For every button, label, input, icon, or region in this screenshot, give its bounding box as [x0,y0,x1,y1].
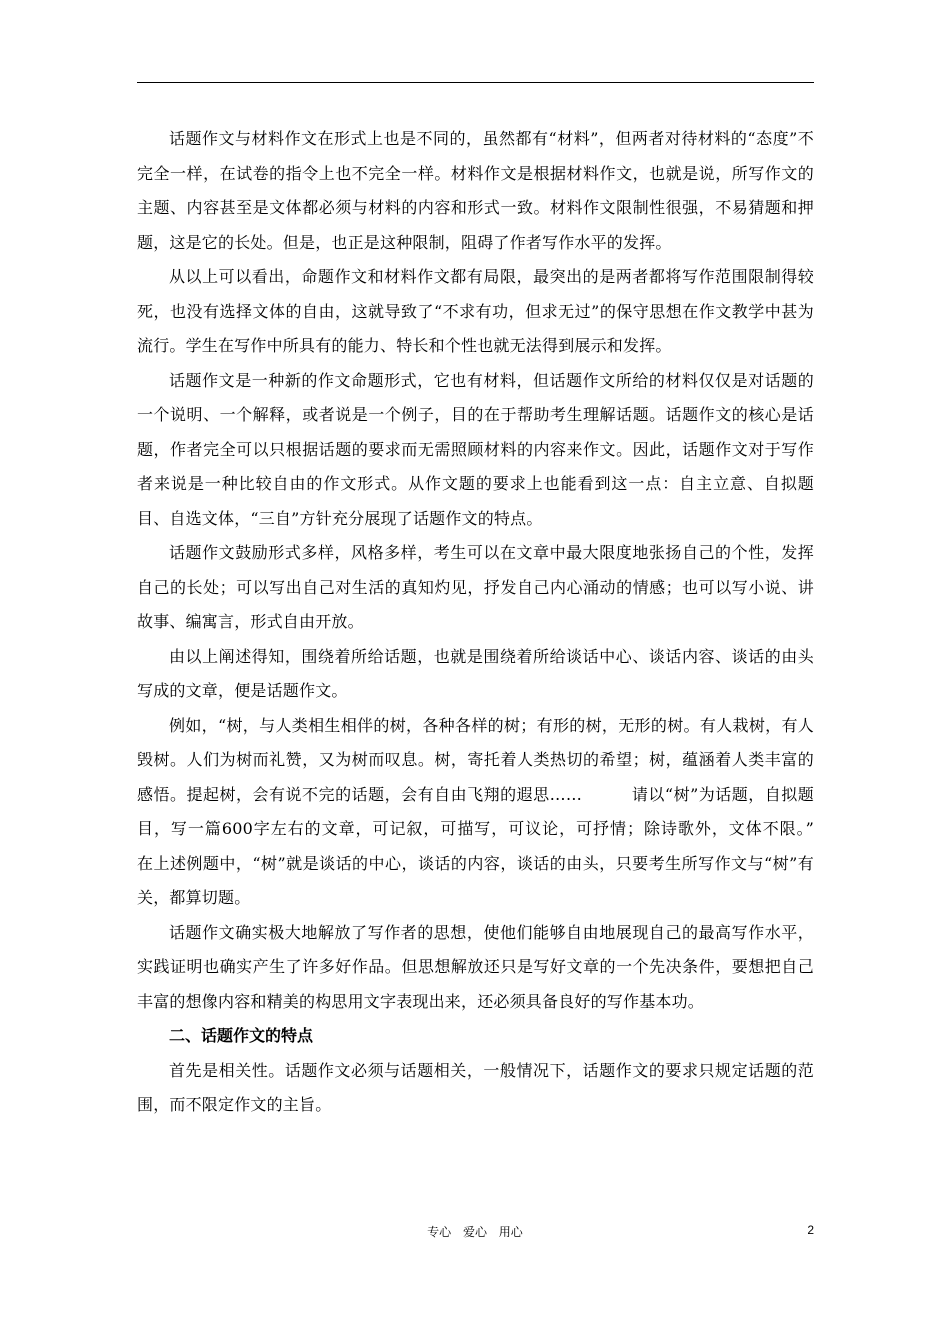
paragraph-2: 从以上可以看出，命题作文和材料作文都有局限，最突出的是两者都将写作范围限制得较死，也没有选择文体的自由，这就导致了“不求有功，但求无过”的保守思想在作文教学中甚为流行。学生在写作中所具有的能力、特长和个性也就无法得到展示和发挥。 [137,267,814,355]
paragraph-1: 话题作文与材料作文在形式上也是不同的，虽然都有“材料”，但两者对待材料的“态度”不完全一样，在试卷的指令上也不完全一样。材料作文是根据材料作文，也就是说，所写作文的主题、内容甚至是文体都必须与材料的内容和形式一致。材料作文限制性很强，不易猜题和押题，这是它的长处。但是，也正是这种限制，阻碍了作者写作水平的发挥。 [137,129,814,252]
paragraph-4: 话题作文鼓励形式多样，风格多样，考生可以在文章中最大限度地张扬自己的个性，发挥自己的长处；可以写出自己对生活的真知灼见，抒发自己内心涌动的情感；也可以写小说、讲故事、编寓言，形式自由开放。 [137,543,814,631]
section-heading: 二、话题作文的特点 [169,1026,314,1045]
header-rule [137,82,814,83]
paragraph-6-example: 例如，“树，与人类相生相伴的树，各种各样的树；有形的树，无形的树。有人栽树，有人毁树。人们为树而礼赞，又为树而叹息。树，寄托着人类热切的希望；树，蕴涵着人类丰富的感悟。提起树，会有说不完的话题，会有自由飞翔的遐思…… 请以“树”为话题，自拟题目，写一篇600字左右的文章，可记叙，可描写，可议论，可抒情；除诗歌外，文体不限。” 在上述例题中，“树”就是谈话的中心，谈话的内容，谈话的由头，只要考生所写作文与“树”有关，都算切题。 [137,715,831,907]
paragraph-closing: 首先是相关性。话题作文必须与话题相关，一般情况下，话题作文的要求只规定话题的范围，而不限定作文的主旨。 [137,1060,814,1114]
document-body [137,122,831,1123]
paragraph-7: 话题作文确实极大地解放了写作者的思想，使他们能够自由地展现自己的最高写作水平，实践证明也确实产生了许多好作品。但思想解放还只是写好文章的一个先决条件，要想把自己丰富的想像内容和精美的构思用文字表现出来，还必须具备良好的写作基本功。 [137,922,814,1011]
paragraph-5: 由以上阐述得知，围绕着所给话题，也就是围绕着所给谈话中心、谈话内容、谈话的由头写成的文章，便是话题作文。 [137,646,814,700]
page-number: 2 [807,1223,814,1237]
footer-motto: 专心 爱心 用心 [427,1225,523,1239]
paragraph-3: 话题作文是一种新的作文命题形式，它也有材料，但话题作文所给的材料仅仅是对话题的一个说明、一个解释，或者说是一个例子，目的在于帮助考生理解话题。话题作文的核心是话题，作者完全可以只根据话题的要求而无需照顾材料的内容来作文。因此，话题作文对于写作者来说是一种比较自由的作文形式。从作文题的要求上也能看到这一点：自主立意、自拟题目、自选文体，“三自”方针充分展现了话题作文的特点。 [137,370,814,528]
